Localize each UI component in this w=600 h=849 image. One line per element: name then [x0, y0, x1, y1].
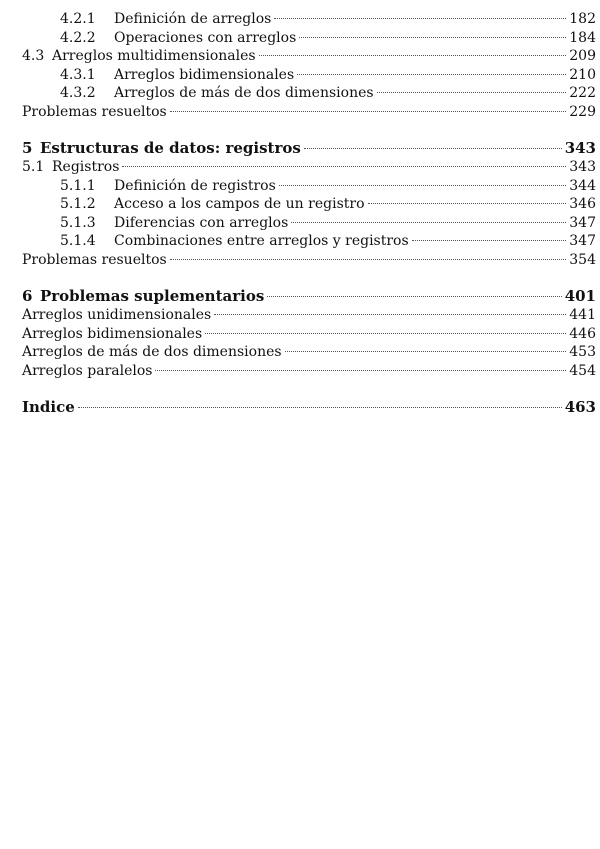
- entry-title: Arreglos unidimensionales: [22, 307, 212, 323]
- toc-entry[interactable]: [22, 66, 596, 85]
- dot-leader: [122, 166, 566, 167]
- toc-entry[interactable]: [22, 362, 596, 381]
- entry-number: 4.3.2: [60, 85, 96, 101]
- toc-entry[interactable]: [22, 103, 596, 122]
- dot-leader: [205, 333, 566, 334]
- toc-block-6: [22, 306, 596, 380]
- entry-page: 453: [569, 344, 596, 360]
- dot-leader: [274, 18, 566, 19]
- entry-page: 354: [569, 251, 596, 268]
- entry-title: Arreglos de más de dos dimensiones: [114, 85, 374, 101]
- toc-entry[interactable]: [22, 251, 596, 270]
- dot-leader: [299, 37, 566, 38]
- entry-title: Registros: [52, 159, 120, 175]
- toc-entry[interactable]: [22, 47, 596, 66]
- dot-leader: [170, 259, 567, 260]
- dot-leader: [291, 222, 566, 223]
- entry-number: 5.1.1: [60, 177, 96, 194]
- dot-leader: [78, 407, 562, 408]
- entry-page: 344: [569, 177, 596, 194]
- toc-entry[interactable]: [22, 306, 596, 325]
- entry-title: Arreglos bidimensionales: [22, 325, 203, 342]
- entry-title: Combinaciones entre arreglos y registros: [114, 233, 409, 249]
- toc-entry[interactable]: [22, 325, 596, 344]
- entry-title: Acceso a los campos de un registro: [114, 196, 365, 212]
- index-title: Indice: [22, 398, 75, 416]
- entry-title: Arreglos multidimensionales: [52, 48, 256, 64]
- toc-entry[interactable]: [22, 214, 596, 233]
- chapter-number: 6: [22, 287, 33, 305]
- entry-number: 4.2.1: [60, 11, 96, 27]
- entry-number: 5.1: [22, 159, 45, 175]
- entry-page: 184: [569, 29, 596, 46]
- entry-title: Diferencias con arreglos: [114, 214, 289, 231]
- chapter-page: 401: [564, 287, 596, 305]
- dot-leader: [377, 92, 567, 93]
- toc-block-5: [22, 158, 596, 269]
- dot-leader: [279, 185, 566, 186]
- spacer: [22, 121, 596, 138]
- entry-page: 347: [569, 214, 596, 231]
- entry-page: 209: [569, 48, 596, 64]
- chapter-title: Estructuras de datos: registros: [40, 139, 301, 157]
- entry-number: 4.2.2: [60, 29, 96, 46]
- dot-leader: [170, 111, 567, 112]
- entry-page: 229: [569, 103, 596, 120]
- entry-page: 343: [569, 159, 596, 175]
- spacer: [22, 380, 596, 397]
- entry-page: 222: [569, 85, 596, 101]
- dot-leader: [412, 240, 567, 241]
- dot-leader: [297, 74, 566, 75]
- entry-page: 441: [569, 307, 596, 323]
- toc-entry[interactable]: [22, 10, 596, 29]
- toc-entry[interactable]: [22, 195, 596, 214]
- entry-title: Arreglos bidimensionales: [114, 66, 295, 83]
- index-page: 463: [564, 398, 596, 416]
- toc-entry[interactable]: [22, 29, 596, 48]
- entry-page: 182: [569, 11, 596, 27]
- entry-page: 454: [569, 362, 596, 379]
- entry-page: 347: [569, 233, 596, 249]
- toc-block-4: [22, 10, 596, 121]
- toc-entry[interactable]: [22, 84, 596, 103]
- entry-title: Operaciones con arreglos: [114, 29, 297, 46]
- entry-number: 5.1.3: [60, 214, 96, 231]
- entry-title: Problemas resueltos: [22, 251, 167, 268]
- entry-title: Definición de arreglos: [114, 11, 272, 27]
- entry-number: 5.1.4: [60, 233, 96, 249]
- entry-title: Definición de registros: [114, 177, 276, 194]
- entry-number: 5.1.2: [60, 196, 96, 212]
- dot-leader: [259, 55, 567, 56]
- entry-title: Problemas resueltos: [22, 103, 167, 120]
- dot-leader: [267, 296, 561, 297]
- chapter-title: Problemas suplementarios: [40, 287, 265, 305]
- entry-page: 210: [569, 66, 596, 83]
- dot-leader: [155, 370, 566, 371]
- dot-leader: [214, 314, 566, 315]
- entry-number: 4.3.1: [60, 66, 96, 83]
- toc-index[interactable]: [22, 397, 596, 417]
- toc-chapter-6[interactable]: [22, 286, 596, 306]
- toc-chapter-5[interactable]: [22, 138, 596, 158]
- toc-entry[interactable]: [22, 158, 596, 177]
- toc-entry[interactable]: [22, 343, 596, 362]
- entry-title: Arreglos paralelos: [22, 362, 153, 379]
- entry-page: 346: [569, 196, 596, 212]
- dot-leader: [368, 203, 567, 204]
- dot-leader: [285, 351, 567, 352]
- entry-number: 4.3: [22, 48, 45, 64]
- dot-leader: [304, 148, 562, 149]
- entry-title: Arreglos de más de dos dimensiones: [22, 344, 282, 360]
- chapter-page: 343: [564, 139, 596, 157]
- entry-page: 446: [569, 325, 596, 342]
- spacer: [22, 269, 596, 286]
- chapter-number: 5: [22, 139, 33, 157]
- toc-entry[interactable]: [22, 232, 596, 251]
- toc-entry[interactable]: [22, 177, 596, 196]
- table-of-contents: [22, 10, 596, 417]
